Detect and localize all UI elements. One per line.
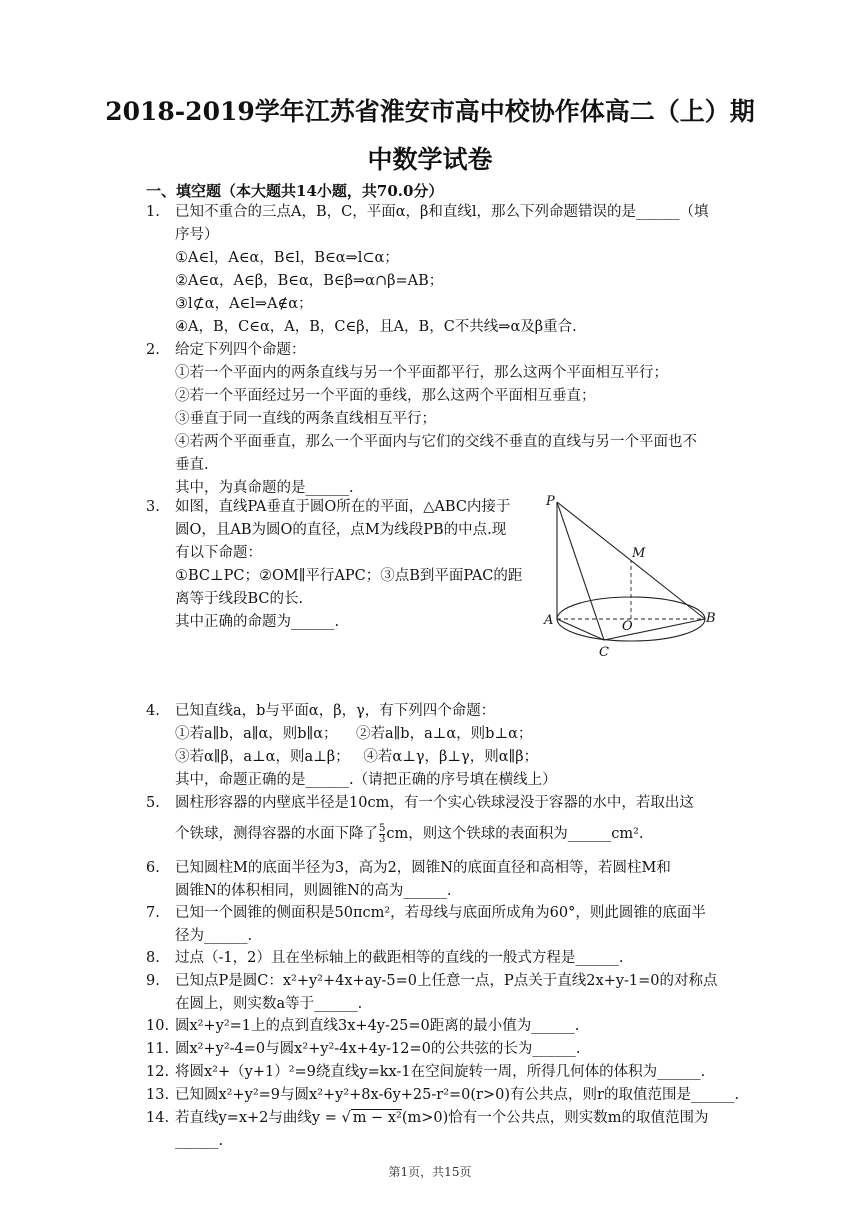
label-m: M: [632, 546, 646, 561]
question-line: 圆锥N的体积相同，则圆锥N的高为______.: [175, 883, 452, 899]
question-text: cm，则这个铁球的表面积为______cm².: [386, 826, 644, 842]
question-line: 其中，为真命题的是______.: [175, 480, 354, 496]
label-o: O: [622, 619, 633, 634]
question-number: 10.: [146, 1018, 170, 1034]
question-line: ②若一个平面经过另一个平面的垂线，那么这两个平面相互垂直；: [175, 388, 596, 404]
question-line: 已知直线a，b与平面α，β，γ，有下列四个命题：: [175, 703, 496, 719]
question-number: 3.: [146, 499, 160, 515]
geometry-figure: [540, 492, 720, 664]
question-line: 已知圆柱M的底面半径为3，高为2，圆锥N的底面直径和高相等，若圆柱M和: [175, 860, 671, 876]
section-heading: 一、填空题（本大题共14小题，共70.0分）: [146, 182, 444, 200]
question-7: [146, 902, 706, 948]
question-line: 序号）: [175, 227, 219, 243]
question-3: [146, 496, 522, 634]
question-line: ①若a∥b，a∥α，则b∥α； ②若a∥b，a⊥α，则b⊥α；: [175, 726, 533, 742]
question-line: ②A∈α，A∈β，B∈α，B∈β⇒α∩β=AB；: [175, 273, 444, 289]
question-line: 圆x²+y²-4=0与圆x²+y²-4x+4y-12=0的公共弦的长为______.: [175, 1041, 581, 1057]
question-5: [146, 792, 694, 846]
question-8: [146, 947, 623, 970]
question-line: 圆x²+y²=1上的点到直线3x+4y-25=0距离的最小值为______.: [175, 1018, 580, 1034]
question-line: ④若两个平面垂直，那么一个平面内与它们的交线不垂直的直线与另一个平面也不: [175, 434, 697, 450]
label-c: C: [599, 645, 609, 660]
label-p: P: [546, 494, 555, 509]
question-line: 过点（-1，2）且在坐标轴上的截距相等的直线的一般式方程是______.: [175, 950, 624, 966]
question-4: [146, 700, 557, 792]
question-9: [146, 970, 718, 1016]
question-line: ①BC⊥PC；②OM∥平行APC；③点B到平面PAC的距: [175, 568, 523, 584]
question-14: [146, 1107, 709, 1153]
question-line: 其中，命题正确的是______.（请把正确的序号填在横线上）: [175, 772, 557, 788]
question-line: 圆O，且AB为圆O的直径，点M为线段PB的中点.现: [175, 522, 507, 538]
label-a: A: [544, 613, 554, 628]
segment-ac: [557, 619, 604, 640]
question-line: ③l⊄α，A∈l⇒A∉α；: [175, 296, 313, 312]
question-line: 离等于线段BC的长.: [175, 591, 304, 607]
question-text: (m>0)恰有一个公共点，则实数m的取值范围为: [401, 1110, 709, 1126]
question-number: 5.: [146, 795, 160, 811]
question-number: 7.: [146, 905, 160, 921]
question-number: 11.: [146, 1041, 170, 1057]
question-number: 4.: [146, 703, 160, 719]
question-line: 在圆上，则实数a等于______.: [175, 996, 363, 1012]
question-10: [146, 1015, 579, 1038]
segment-cb: [604, 619, 705, 640]
question-line: 将圆x²+（y+1）²=9绕直线y=kx-1在空间旋转一周，所得几何体的体积为______.: [175, 1064, 706, 1080]
question-6: [146, 857, 671, 903]
question-line: ④A，B，C∈α，A，B，C∈β，且A，B，C不共线⇒α及β重合.: [175, 319, 577, 335]
question-line: 已知一个圆锥的侧面积是50πcm²，若母线与底面所成角为60°，则此圆锥的底面半: [175, 905, 706, 921]
question-number: 6.: [146, 860, 160, 876]
question-number: 9.: [146, 973, 160, 989]
question-line: 径为______.: [175, 928, 253, 944]
question-12: [146, 1061, 705, 1084]
question-line: ①A∈l，A∈α，B∈l，B∈α⇒l⊂α；: [175, 250, 399, 266]
question-text: 若直线y=x+2与曲线y =: [175, 1110, 342, 1126]
question-line: 已知点P是圆C：x²+y²+4x+ay-5=0上任意一点，P点关于直线2x+y-1=0的对称点: [175, 973, 718, 989]
sqrt-symbol: √: [341, 1110, 351, 1126]
question-number: 12.: [146, 1064, 170, 1080]
question-line: 其中正确的命题为______.: [175, 614, 340, 630]
question-number: 13.: [146, 1087, 170, 1103]
question-line: ③垂直于同一直线的两条直线相互平行；: [175, 411, 436, 427]
question-number: 1.: [146, 204, 160, 220]
question-line: 已知不重合的三点A，B，C，平面α，β和直线l，那么下列命题错误的是______（填: [175, 204, 709, 220]
question-number: 8.: [146, 950, 160, 966]
fraction: [379, 824, 385, 845]
question-line: 如图，直线PA垂直于圆O所在的平面，△ABC内接于: [175, 499, 511, 515]
question-number: 2.: [146, 342, 160, 358]
question-line: ③若α∥β，a⊥α，则a⊥β； ④若α⊥γ，β⊥γ，则α∥β；: [175, 749, 539, 765]
fraction-denominator: 3: [379, 833, 386, 845]
question-number: 14.: [146, 1110, 170, 1126]
page-title-line2: 中数学试卷: [367, 145, 493, 174]
question-line: 圆柱形容器的内壁底半径是10cm，有一个实心铁球浸没于容器的水中，若取出这: [175, 795, 694, 811]
sqrt-content: m − x²: [352, 1110, 402, 1126]
question-line: [175, 823, 694, 846]
fraction-numerator: 5: [379, 822, 386, 834]
question-2: [146, 339, 697, 500]
question-line: 已知圆x²+y²=9与圆x²+y²+8x-6y+25-r²=0(r>0)有公共点，则r的取值范围是______.: [175, 1087, 740, 1103]
question-line: [175, 1107, 709, 1130]
page-title-line1: 2018-2019学年江苏省淮安市高中校协作体高二（上）期: [105, 97, 755, 126]
question-13: [146, 1084, 739, 1107]
question-11: [146, 1038, 581, 1061]
question-line: ①若一个平面内的两条直线与另一个平面都平行，那么这两个平面相互平行；: [175, 365, 668, 381]
question-line: ______.: [175, 1133, 224, 1149]
question-1: [146, 201, 709, 339]
question-line: 垂直.: [175, 457, 209, 473]
question-line: 有以下命题：: [175, 545, 262, 561]
question-line: 给定下列四个命题：: [175, 342, 306, 358]
label-b: B: [706, 611, 716, 626]
page-footer: 第1页，共15页: [388, 1165, 472, 1179]
question-text: 个铁球，测得容器的水面下降了: [175, 826, 378, 842]
